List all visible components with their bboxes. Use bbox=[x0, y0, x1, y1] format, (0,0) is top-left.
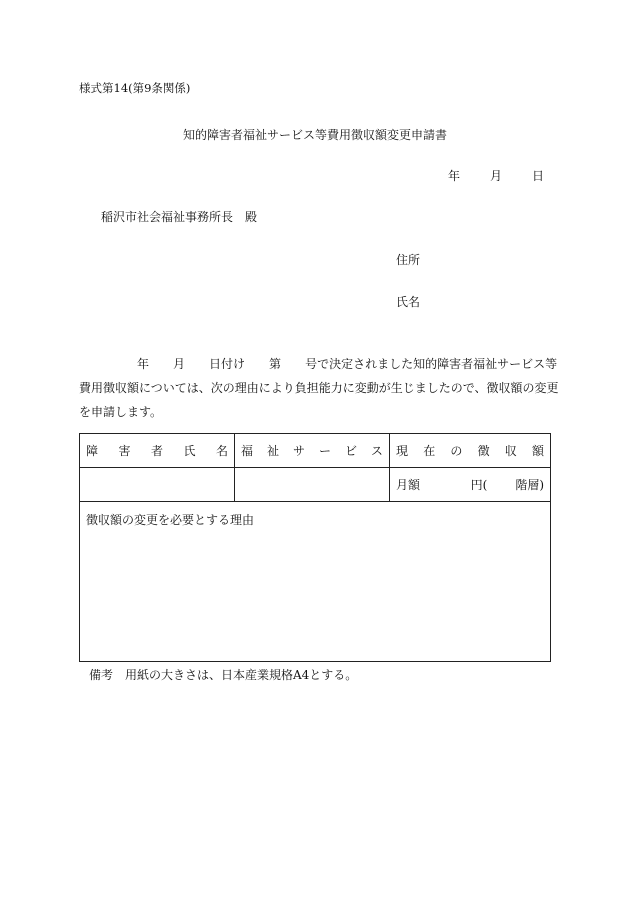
date-month: 月 bbox=[489, 169, 502, 183]
form-number: 様式第14(第9条関係) bbox=[79, 81, 191, 95]
name-label: 氏名 bbox=[396, 295, 421, 309]
body-dai: 第 bbox=[269, 357, 282, 371]
h1-char: 氏 bbox=[183, 444, 196, 458]
h3-char: 徴 bbox=[477, 444, 490, 458]
yen-label: 円( bbox=[470, 478, 488, 492]
h2-char: サ bbox=[292, 444, 305, 458]
application-table bbox=[79, 433, 551, 662]
current-amount-field[interactable] bbox=[390, 468, 551, 502]
h3-char: の bbox=[450, 444, 463, 458]
h1-char: 害 bbox=[118, 444, 131, 458]
date-day: 日 bbox=[531, 169, 544, 183]
h1-char: 者 bbox=[150, 444, 163, 458]
addressee: 稲沢市社会福祉事務所長 殿 bbox=[101, 210, 258, 224]
note: 備考 用紙の大きさは、日本産業規格A4とする。 bbox=[89, 668, 358, 682]
address-label: 住所 bbox=[396, 253, 421, 267]
h2-char: ス bbox=[370, 444, 383, 458]
welfare-service-field[interactable] bbox=[235, 468, 390, 502]
body-month: 月 bbox=[173, 357, 186, 371]
h2-char: 福 bbox=[241, 444, 254, 458]
header-welfare-service bbox=[235, 434, 390, 468]
h2-char: 祉 bbox=[266, 444, 279, 458]
h3-char: 現 bbox=[396, 444, 409, 458]
body-line-2: 費用徴収額については、次の理由により負担能力に変動が生じましたので、徴収額の変更 bbox=[79, 381, 559, 395]
body-dated: 日付け bbox=[209, 357, 246, 371]
date-line bbox=[448, 167, 544, 184]
request-body bbox=[79, 352, 557, 424]
h3-char: 額 bbox=[531, 444, 544, 458]
h2-char: ビ bbox=[344, 444, 357, 458]
document-title: 知的障害者福祉サービス等費用徴収額変更申請書 bbox=[182, 128, 447, 142]
header-current-amount bbox=[390, 434, 551, 468]
header-applicant-name bbox=[80, 434, 235, 468]
level-label: 階層) bbox=[515, 478, 544, 492]
reason-label: 徴収額の変更を必要とする理由 bbox=[86, 513, 255, 527]
monthly-label: 月額 bbox=[396, 478, 421, 492]
applicant-name-field[interactable] bbox=[80, 468, 235, 502]
h3-char: 収 bbox=[504, 444, 517, 458]
h2-char: ー bbox=[318, 444, 331, 458]
body-line-3: を申請します。 bbox=[79, 405, 163, 419]
h1-char: 名 bbox=[215, 444, 228, 458]
body-year: 年 bbox=[137, 357, 150, 371]
reason-field[interactable] bbox=[80, 502, 551, 662]
h3-char: 在 bbox=[423, 444, 436, 458]
body-line1-rest: 号で決定されました知的障害者福祉サービス等 bbox=[305, 357, 558, 371]
body-line-1 bbox=[79, 352, 557, 376]
h1-char: 障 bbox=[86, 444, 99, 458]
date-year: 年 bbox=[447, 169, 460, 183]
